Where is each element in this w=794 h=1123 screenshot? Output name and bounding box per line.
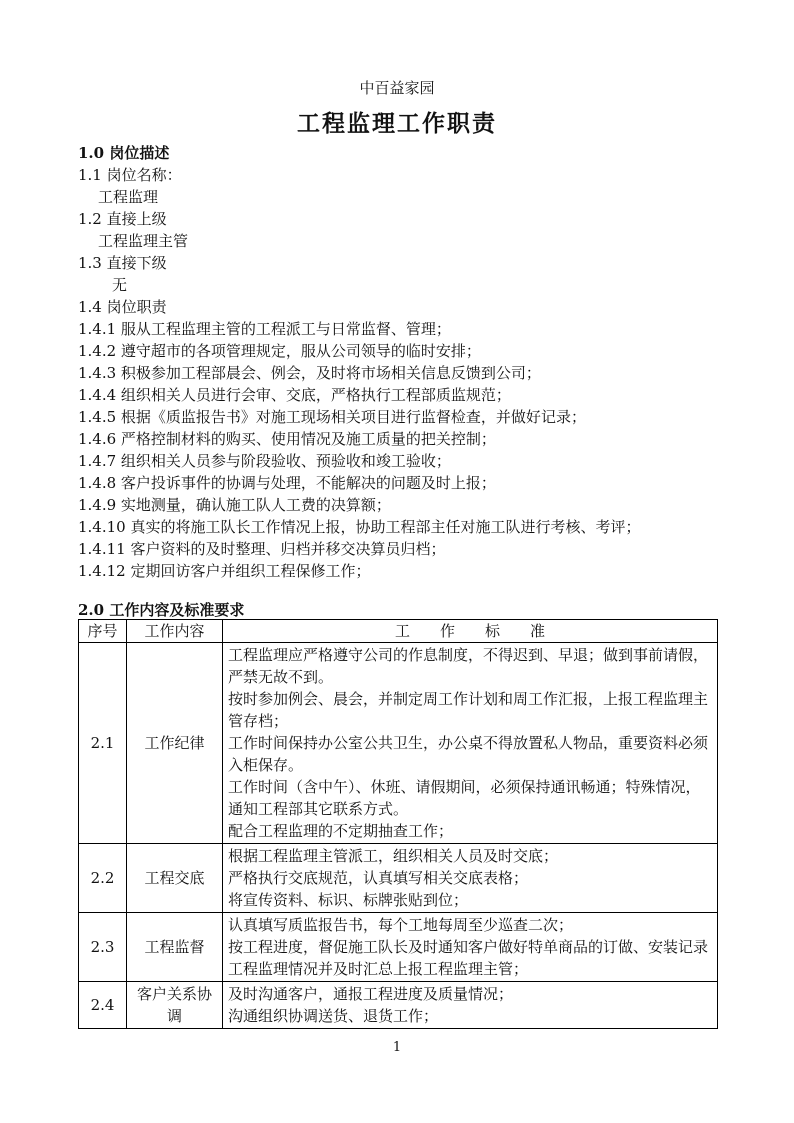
duty-item: 1.4.6 严格控制材料的购买、使用情况及施工质量的把关控制； (78, 430, 496, 448)
standard-item: 按工程进度，督促施工队长及时通知客户做好特单商品的订做、安装记录工程监理情况并及时汇总上报工程监理主管； (228, 938, 709, 978)
row-number: 2.3 (79, 913, 127, 982)
duties-label: 1.4 岗位职责 (78, 298, 167, 316)
document-title: 工程监理工作职责 (297, 110, 497, 137)
standards-table (78, 619, 718, 1029)
standard-item: 按时参加例会、晨会，并制定周工作计划和周工作汇报，上报工程监理主管存档； (228, 690, 709, 730)
section-heading: 1.0 岗位描述 (78, 144, 170, 162)
table-row (79, 913, 718, 982)
subordinate-value: 无 (112, 276, 128, 294)
duty-item: 1.4.12 定期回访客户并组织工程保修工作； (78, 562, 371, 580)
duty-item: 1.4.2 遵守超市的各项管理规定，服从公司领导的临时安排； (78, 342, 481, 360)
standard-item: 严格执行交底规范，认真填写相关交底表格； (228, 869, 529, 887)
table-row (79, 844, 718, 913)
row-category: 客户关系协调 (127, 982, 223, 1029)
standard-item: 配合工程监理的不定期抽查工作； (228, 822, 454, 840)
section-position-description (78, 142, 728, 582)
position-name: 工程监理 (98, 188, 159, 206)
table-row (79, 982, 718, 1029)
standard-item: 认真填写质监报告书，每个工地每周至少巡查二次； (228, 916, 574, 934)
row-standards (223, 643, 718, 844)
duty-item: 1.4.5 根据《质监报告书》对施工现场相关项目进行监督检查，并做好记录； (78, 408, 586, 426)
column-header-standard: 工 作 标 准 (223, 620, 718, 643)
row-number: 2.4 (79, 982, 127, 1029)
duty-item: 1.4.7 组织相关人员参与阶段验收、预验收和竣工验收； (78, 452, 451, 470)
superior-value: 工程监理主管 (98, 232, 189, 250)
row-category: 工作纪律 (127, 643, 223, 844)
row-number: 2.1 (79, 643, 127, 844)
row-standards (223, 844, 718, 913)
company-name: 中百益家园 (359, 79, 435, 97)
superior-label: 1.2 直接上级 (78, 210, 167, 228)
row-standards (223, 913, 718, 982)
position-name-label: 1.1 岗位名称： (78, 166, 182, 184)
duty-item: 1.4.10 真实的将施工队长工作情况上报，协助工程部主任对施工队进行考核、考评； (78, 518, 641, 536)
duty-item: 1.4.8 客户投诉事件的协调与处理，不能解决的问题及时上报； (78, 474, 496, 492)
standard-item: 根据工程监理主管派工，组织相关人员及时交底； (228, 847, 559, 865)
row-category: 工程交底 (127, 844, 223, 913)
column-header-no: 序号 (79, 620, 127, 643)
column-header-content: 工作内容 (127, 620, 223, 643)
table-row (79, 643, 718, 844)
table-header-row (79, 620, 718, 643)
duty-item: 1.4.1 服从工程监理主管的工程派工与日常监督、管理； (78, 320, 451, 338)
duty-item: 1.4.9 实地测量，确认施工队人工费的决算额； (78, 496, 391, 514)
standard-item: 工程监理应严格遵守公司的作息制度，不得迟到、早退；做到事前请假，严禁无故不到。 (228, 646, 709, 686)
standard-item: 工作时间（含中午）、休班、请假期间，必须保持通讯畅通；特殊情况，通知工程部其它联系方式。 (228, 778, 701, 818)
duty-item: 1.4.11 客户资料的及时整理、归档并移交决算员归档； (78, 540, 446, 558)
row-standards (223, 982, 718, 1029)
standard-item: 沟通组织协调送货、退货工作； (228, 1007, 439, 1025)
duty-item: 1.4.4 组织相关人员进行会审、交底，严格执行工程部质监规范； (78, 386, 511, 404)
standard-item: 将宣传资料、标识、标牌张贴到位； (228, 891, 469, 909)
subordinate-label: 1.3 直接下级 (78, 254, 167, 272)
section-heading-standards: 2.0 工作内容及标准要求 (78, 601, 245, 619)
page-number: 1 (392, 1040, 402, 1055)
row-number: 2.2 (79, 844, 127, 913)
standard-item: 工作时间保持办公室公共卫生，办公桌不得放置私人物品，重要资料必须入柜保存。 (228, 734, 709, 774)
standard-item: 及时沟通客户，通报工程进度及质量情况； (228, 985, 514, 1003)
row-category: 工程监督 (127, 913, 223, 982)
duties-list (78, 318, 728, 582)
duty-item: 1.4.3 积极参加工程部晨会、例会，及时将市场相关信息反馈到公司； (78, 364, 541, 382)
